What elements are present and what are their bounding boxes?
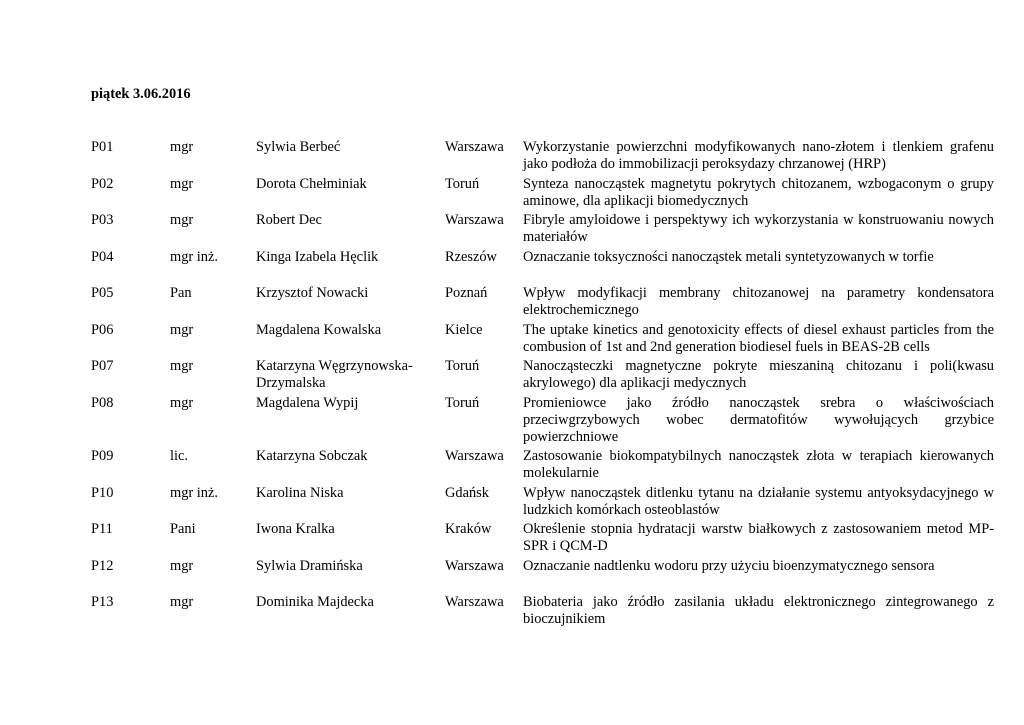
academic-title: lic. [170, 448, 188, 464]
poster-topic: Promieniowce jako źródło nanocząstek srebra o właściwościach przeciwgrzybowych wobec dermatofitów wywołujących grzybice powierzchniowe [523, 394, 994, 445]
academic-title: mgr [170, 212, 194, 228]
poster-topic: Określenie stopnia hydratacji warstw białkowych z zastosowaniem metod MP-SPR i QCM-D [523, 521, 994, 554]
table-row [91, 249, 994, 286]
poster-code: P04 [91, 248, 114, 265]
presenter-city: Warszawa [445, 594, 504, 610]
presenter-city: Toruń [445, 394, 480, 411]
table-row [91, 358, 994, 395]
academic-title: Pani [170, 521, 196, 537]
table-row [91, 521, 994, 558]
day-heading: piątek 3.06.2016 [91, 86, 191, 102]
poster-code: P03 [91, 212, 114, 228]
presenter-city: Warszawa [445, 557, 504, 574]
academic-title: mgr [170, 358, 194, 374]
presenter-name: Dorota Chełminiak [256, 175, 367, 192]
academic-title: mgr [170, 594, 194, 610]
academic-title: Pan [170, 285, 192, 301]
presenter-city: Gdańsk [445, 484, 489, 501]
poster-code: P02 [91, 175, 114, 192]
table-row [91, 448, 994, 485]
academic-title: mgr [170, 139, 194, 155]
presenter-city: Warszawa [445, 139, 504, 155]
poster-code: P05 [91, 285, 114, 301]
table-row [91, 558, 994, 595]
presenter-city: Toruń [445, 175, 480, 192]
presenter-name: Magdalena Kowalska [256, 321, 382, 338]
presenter-name: Karolina Niska [256, 484, 344, 501]
poster-topic: Synteza nanocząstek magnetytu pokrytych chitozanem, wzbogaconym o grupy aminowe, dla aplikacji biomedycznych [523, 175, 994, 209]
poster-topic: Biobateria jako źródło zasilania układu elektronicznego zintegrowanego z bioczujnikiem [523, 594, 994, 627]
presenter-name: Iwona Kralka [256, 521, 335, 537]
poster-code: P12 [91, 557, 114, 574]
poster-topic: Fibryle amyloidowe i perspektywy ich wykorzystania w konstruowaniu nowych materiałów [523, 212, 994, 245]
presenter-name: Magdalena Wypij [256, 394, 359, 411]
presenter-city: Rzeszów [445, 248, 497, 265]
poster-code: P11 [91, 521, 113, 537]
poster-topic: Wpływ nanocząstek ditlenku tytanu na działanie systemu antyoksydacyjnego w ludzkich komórkach osteoblastów [523, 484, 994, 518]
academic-title: mgr [170, 394, 194, 411]
schedule-body [91, 139, 994, 631]
poster-topic: Zastosowanie biokompatybilnych nanocząstek złota w terapiach kierowanych molekularnie [523, 448, 994, 481]
table-row [91, 322, 994, 359]
poster-code: P10 [91, 484, 114, 501]
presenter-city: Kraków [445, 521, 492, 537]
presenter-name: Krzysztof Nowacki [256, 285, 369, 301]
poster-topic: Wpływ modyfikacji membrany chitozanowej na parametry kondensatora elektrochemicznego [523, 285, 994, 318]
table-row [91, 485, 994, 522]
presenter-city: Warszawa [445, 448, 504, 464]
poster-topic: Oznaczanie nadtlenku wodoru przy użyciu bioenzymatycznego sensora [523, 557, 935, 574]
academic-title: mgr inż. [170, 248, 218, 265]
academic-title: mgr [170, 175, 194, 192]
presenter-city: Warszawa [445, 212, 504, 228]
presenter-city: Poznań [445, 285, 488, 301]
poster-code: P08 [91, 394, 114, 411]
poster-code: P06 [91, 321, 114, 338]
poster-topic: Nanocząsteczki magnetyczne pokryte mieszaniną chitozanu i poli(kwasu akrylowego) dla aplikacji medycznych [523, 358, 994, 391]
presenter-name: Katarzyna Sobczak [256, 448, 368, 464]
poster-code: P09 [91, 448, 114, 464]
poster-topic: Oznaczanie toksyczności nanocząstek metali syntetyzowanych w torfie [523, 248, 934, 265]
poster-code: P01 [91, 139, 114, 155]
presenter-name: Sylwia Dramińska [256, 557, 363, 574]
table-row [91, 212, 994, 249]
academic-title: mgr [170, 557, 194, 574]
presenter-name: Sylwia Berbeć [256, 139, 341, 155]
table-row [91, 176, 994, 213]
poster-topic: The uptake kinetics and genotoxicity effects of diesel exhaust particles from the combusion of 1st and 2nd generation biodiesel fuels in BEAS-2B cells [523, 321, 994, 355]
presenter-city: Toruń [445, 358, 480, 374]
poster-schedule-table [91, 139, 994, 631]
academic-title: mgr inż. [170, 484, 218, 501]
poster-code: P07 [91, 358, 114, 374]
table-row [91, 594, 994, 631]
table-row [91, 395, 994, 449]
poster-topic: Wykorzystanie powierzchni modyfikowanych nano-złotem i tlenkiem grafenu jako podłoża do immobilizacji peroksydazy chrzanowej (HRP) [523, 139, 994, 172]
presenter-name: Katarzyna Węgrzynowska-Drzymalska [256, 358, 413, 391]
poster-code: P13 [91, 594, 114, 610]
presenter-name: Kinga Izabela Hęclik [256, 248, 379, 265]
presenter-name: Robert Dec [256, 212, 322, 228]
presenter-name: Dominika Majdecka [256, 594, 374, 610]
table-row [91, 139, 994, 176]
presenter-city: Kielce [445, 321, 483, 338]
academic-title: mgr [170, 321, 194, 338]
table-row [91, 285, 994, 322]
